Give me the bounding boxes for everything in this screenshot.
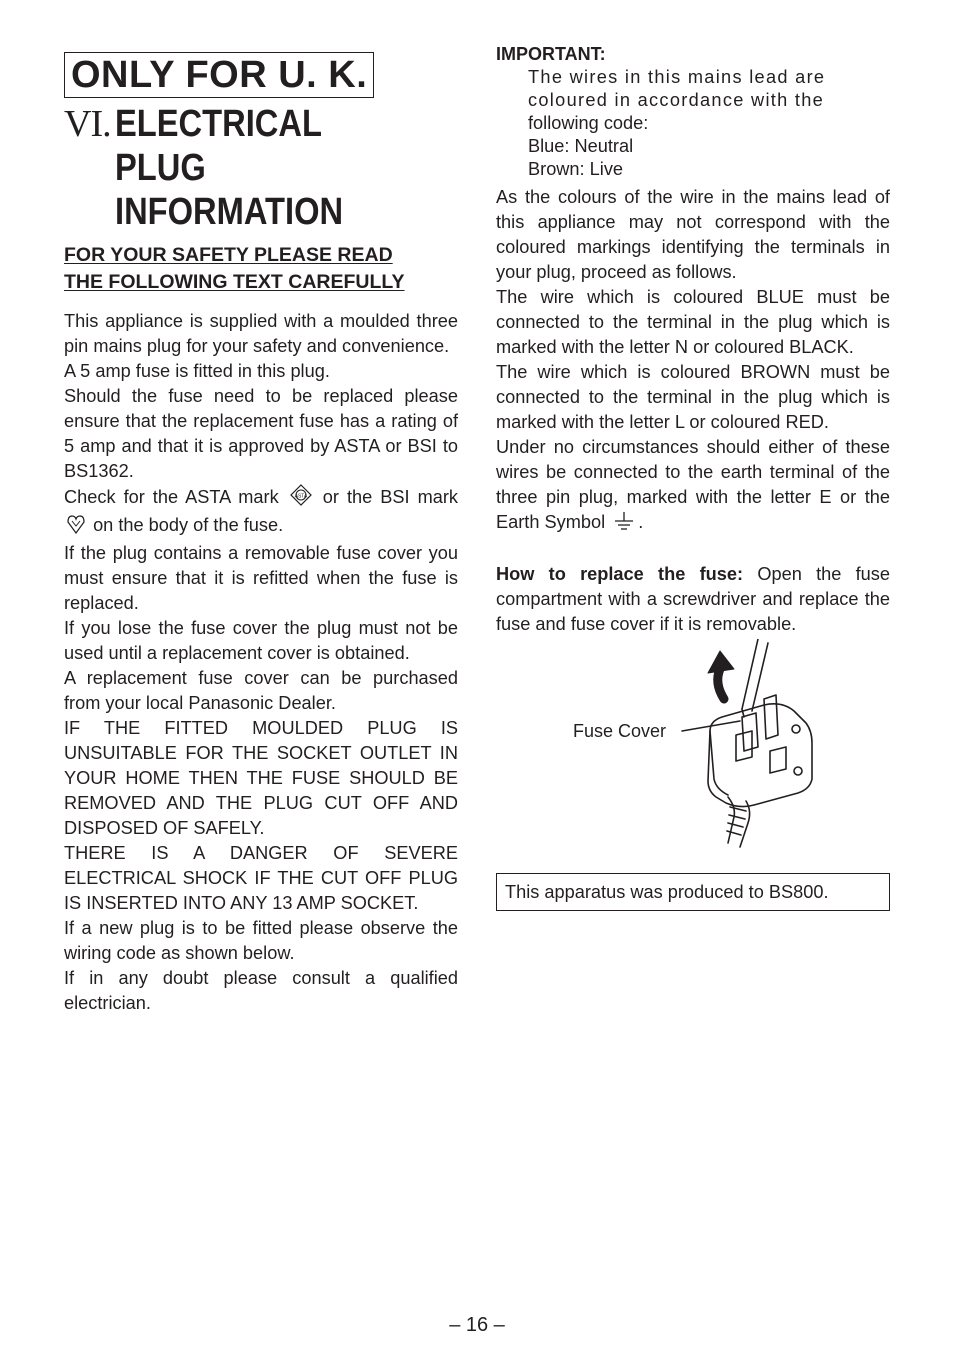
earth-symbol-icon [613,511,635,538]
plug-figure [496,639,890,849]
paragraph-shock-danger: THERE IS A DANGER OF SEVERE ELECTRICAL SHOCK IF THE CUT OFF PLUG IS INSERTED INTO ANY 13 AMP SOCKET. [64,843,458,913]
paragraph-new-plug: If a new plug is to be fitted please observe the wiring code as shown below. [64,918,458,963]
paragraph-replacement-cover: A replacement fuse cover can be purchased from your local Panasonic Dealer. [64,668,458,713]
asta-mark-icon [290,484,312,513]
code-blue: Blue: Neutral [528,136,634,156]
paragraph-blue-wire: The wire which is coloured BLUE must be connected to the terminal in the plug which is marked with the letter N or coloured BLACK. [496,287,890,357]
paragraph-replace-fuse-howto: How to replace the fuse: Open the fuse compartment with a screwdriver and replace the fuse and fuse cover if it is removable. [496,564,890,634]
safety-heading-line2: THE FOLLOWING TEXT CAREFULLY [64,271,405,293]
section-title-line1: ELECTRICAL PLUG [114,103,321,189]
paragraph-replace-fuse: Should the fuse need to be replaced please ensure that the replacement fuse has a rating of 5 amp and that it is approved by ASTA or BSI to BS1362. [64,386,458,481]
safety-heading [64,242,458,296]
svg-text:ASTA: ASTA [294,493,308,500]
paragraph-consult: If in any doubt please consult a qualified electrician. [64,968,458,1013]
page-number: – 16 – [449,1314,505,1336]
plug-illustration [496,639,890,849]
paragraph-fuse-cover: If the plug contains a removable fuse cover you must ensure that it is refitted when the fuse is replaced. [64,543,458,613]
paragraph-unsuitable-plug: IF THE FITTED MOULDED PLUG IS UNSUITABLE FOR THE SOCKET OUTLET IN YOUR HOME THEN THE FUSE SHOULD BE REMOVED AND THE PLUG CUT OFF AND DISPOSED OF SAFELY. [64,718,458,838]
paragraph-lost-cover: If you lose the fuse cover the plug must not be used until a replacement cover is obtained. [64,618,458,663]
paragraph-brown-wire: The wire which is coloured BROWN must be connected to the terminal in the plug which is marked with the letter L or coloured RED. [496,362,890,432]
section-title-line2: INFORMATION [114,191,343,233]
right-column [496,42,890,911]
wire-code-block: The wires in this mains lead are coloured in accordance with the following code: Blue: Neutral Brown: Live [528,66,890,181]
bs-standard-note: This apparatus was produced to BS800. [496,873,890,911]
fuse-howto-heading: How to replace the fuse: [496,564,744,584]
fuse-cover-label: Fuse Cover [573,721,667,741]
left-column [64,52,458,1016]
region-label: ONLY FOR U. K. [64,52,374,98]
paragraph-fuse-rating: A 5 amp fuse is fitted in this plug. [64,361,330,381]
paragraph-supply: This appliance is supplied with a moulded three pin mains plug for your safety and convenience. [64,311,458,356]
paragraph-earth: Under no circumstances should either of these wires be connected to the earth terminal of the three pin plug, marked with the letter E or the Earth Symbol . [496,435,890,538]
bsi-kitemark-icon [67,514,85,541]
paragraph-check-marks: Check for the ASTA mark ASTA or the BSI mark on the body of the fuse. [64,484,458,541]
safety-heading-line1: FOR YOUR SAFETY PLEASE READ [64,244,393,266]
section-numeral: VI. [64,103,111,145]
important-heading: IMPORTANT: [496,44,606,64]
code-brown: Brown: Live [528,159,624,179]
section-title [64,102,458,234]
paragraph-colours: As the colours of the wire in the mains lead of this appliance may not correspond with the coloured markings identifying the terminals in your plug, proceed as follows. [496,187,890,282]
